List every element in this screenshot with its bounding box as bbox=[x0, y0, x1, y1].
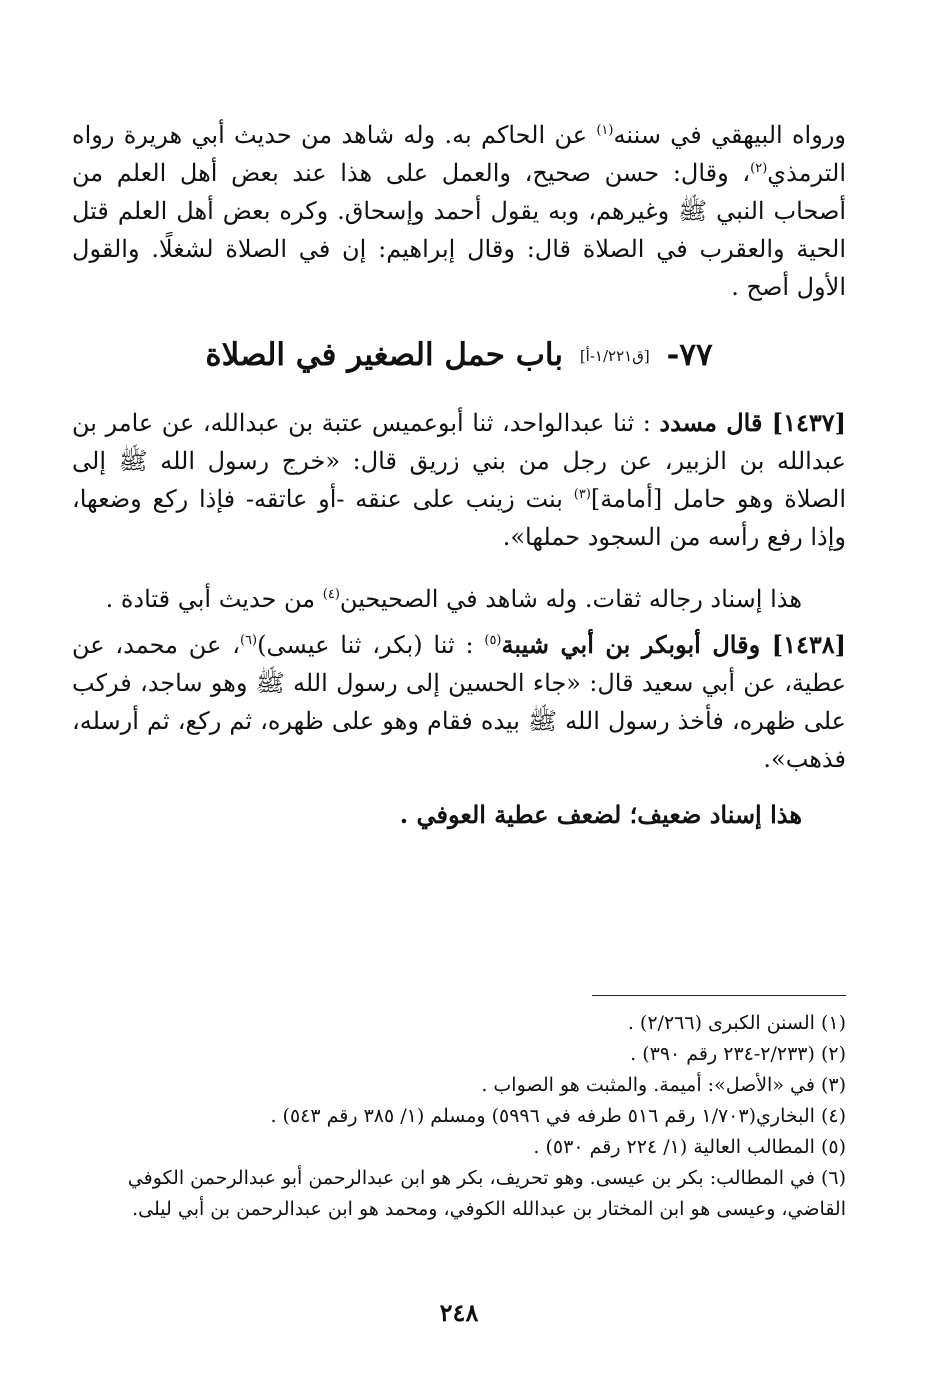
footnote-item bbox=[72, 1163, 846, 1225]
grading-note-1437-text-2: من حديث أبي قتادة . bbox=[105, 585, 323, 613]
grading-note-1437-text-1: هذا إسناد رجاله ثقات. وله شاهد في الصحيحين bbox=[339, 585, 802, 613]
hadith-1437-text-1: : ثنا عبدالواحد، ثنا أبوعميس عتبة بن عبدالله، عن عامر بن عبدالله بن الزبير، عن رجل من بني زريق قال: «خرج رسول الله ﷺ إلى الصلاة وهو حامل [أمامة] bbox=[72, 409, 846, 513]
footnote-item bbox=[72, 1008, 846, 1039]
footnote-text: (٢/٢٣٣-٢٣٤ رقم ٣٩٠) . bbox=[630, 1043, 815, 1065]
footnote-text: البخاري(١/٧٠٣ رقم ٥١٦ طرفه في ٥٩٩٦) ومسلم (١/ ٣٨٥ رقم ٥٤٣) . bbox=[270, 1105, 815, 1127]
hadith-1438-lead: [١٤٣٨] وقال أبوبكر بن أبي شيبة bbox=[501, 630, 846, 659]
footnote-item bbox=[72, 1132, 846, 1163]
hadith-1437 bbox=[72, 404, 846, 556]
grading-note-1438: هذا إسناد ضعيف؛ لضعف عطية العوفي . bbox=[399, 800, 802, 829]
book-page bbox=[72, 0, 846, 1377]
intro-paragraph bbox=[72, 116, 846, 306]
hadith-1438-text-1: : ثنا (بكر، ثنا عيسى) bbox=[257, 631, 485, 659]
intro-text-1: ورواه البيهقي في سننه bbox=[613, 121, 846, 149]
footnote-item bbox=[72, 1039, 846, 1070]
hadith-1437-text-2: بنت زينب على عنقه -أو عاتقه- فإذا ركع وضعها، وإذا رفع رأسه من السجود حملها». bbox=[72, 485, 846, 551]
footnote-ref-4: (٤) bbox=[322, 587, 340, 602]
footnote-text: المطالب العالية (١/ ٢٢٤ رقم ٥٣٠) . bbox=[533, 1136, 815, 1158]
footnote-ref-3: (٣) bbox=[573, 487, 591, 502]
chapter-number: ٧٧- bbox=[666, 336, 713, 373]
footnote-number: (١) bbox=[820, 1012, 846, 1034]
footnote-text: في «الأصل»: أميمة. والمثبت هو الصواب . bbox=[481, 1074, 815, 1096]
chapter-title: باب حمل الصغير في الصلاة bbox=[205, 336, 564, 373]
footnote-ref-6: (٦) bbox=[239, 633, 258, 648]
footnote-ref-5: (٥) bbox=[484, 633, 502, 648]
manuscript-ref: [ق١/٢٢١-أ] bbox=[579, 347, 650, 366]
footnote-number: (٦) bbox=[820, 1167, 846, 1189]
footnote-ref-1: (١) bbox=[596, 123, 614, 138]
footnote-number: (٢) bbox=[820, 1043, 846, 1065]
footnote-text: السنن الكبرى (٢/٢٦٦) . bbox=[627, 1012, 815, 1034]
footnote-ref-2: (٢) bbox=[750, 161, 768, 176]
footnotes-list bbox=[72, 1008, 846, 1225]
grading-note-1437 bbox=[72, 580, 846, 618]
footnote-number: (٤) bbox=[820, 1105, 846, 1127]
hadith-1438 bbox=[72, 626, 846, 778]
footnote-number: (٣) bbox=[820, 1074, 846, 1096]
footnote-item bbox=[72, 1070, 846, 1101]
chapter-heading bbox=[72, 331, 846, 381]
hadith-1437-lead: [١٤٣٧] قال مسدد bbox=[659, 408, 846, 437]
footnote-number: (٥) bbox=[820, 1136, 846, 1158]
page-number: ٢٤٨ bbox=[439, 1298, 479, 1327]
intro-text-3: ، وقال: حسن صحيح، والعمل على هذا عند بعض أهل العلم من أصحاب النبي ﷺ وغيرهم، وبه يقول أحمد وإسحاق. وكره بعض أهل العلم قتل الحية والعقرب في الصلاة قال: وقال إبراهيم: إن في الصلاة لشغلًا. والقول الأول أصح . bbox=[72, 159, 846, 301]
footnote-separator bbox=[592, 995, 846, 996]
hadith-1438-text-2: ، عن محمد، عن عطية، عن أبي سعيد قال: «جاء الحسين إلى رسول الله ﷺ وهو ساجد، فركب على ظهره، فأخذ رسول الله ﷺ بيده فقام وهو على ظهره، ثم ركع، ثم أرسله، فذهب». bbox=[72, 631, 846, 773]
footnote-text: في المطالب: بكر بن عيسى. وهو تحريف، بكر هو ابن عبدالرحمن أبو عبدالرحمن الكوفي القاضي، وعيسى هو ابن المختار بن عبدالله الكوفي، ومحمد هو ابن عبدالرحمن بن أبي ليلى. bbox=[127, 1167, 846, 1220]
footnote-item bbox=[72, 1101, 846, 1132]
intro-text-2: عن الحاكم به. وله شاهد من حديث أبي هريرة رواه الترمذي bbox=[72, 121, 846, 187]
